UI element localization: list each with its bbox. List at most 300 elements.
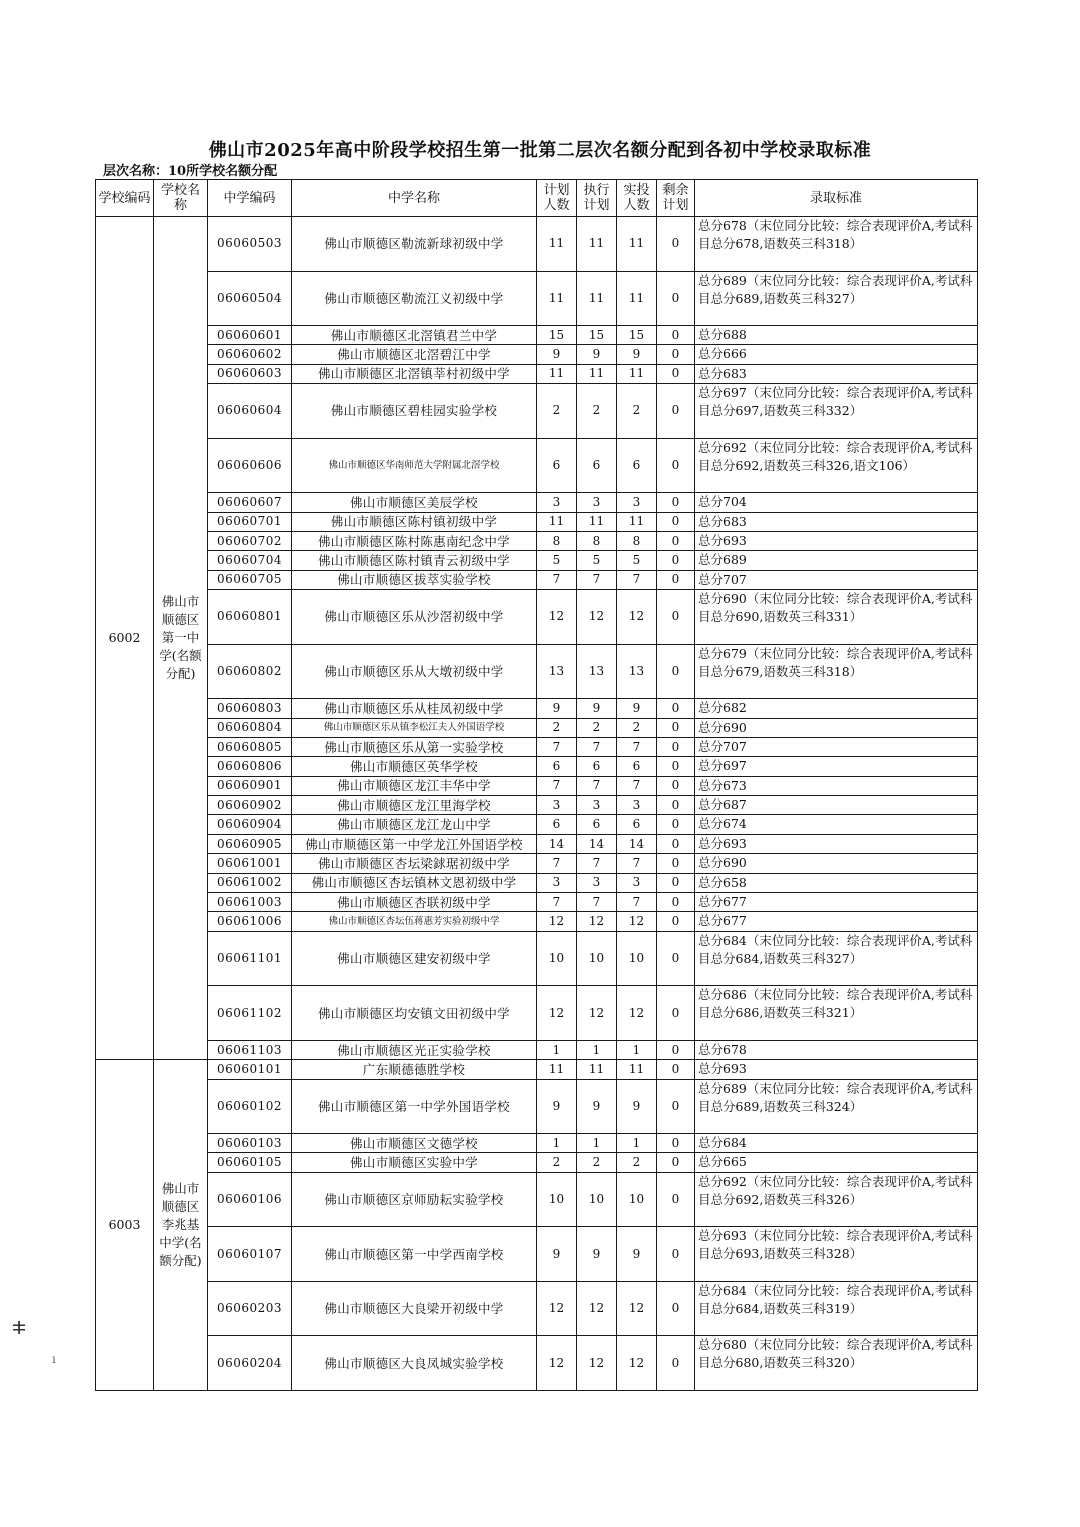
ms-code-cell: 06060704 bbox=[208, 551, 292, 570]
exec-cell: 11 bbox=[577, 364, 617, 383]
table-row bbox=[96, 1227, 978, 1282]
ms-name-cell: 佛山市顺德区第一中学西南学校 bbox=[292, 1227, 537, 1282]
plan-cell: 2 bbox=[537, 1153, 577, 1172]
table-row bbox=[96, 364, 978, 383]
standard-cell: 总分697（末位同分比较：综合表现评价A,考试科目总分697,语数英三科332） bbox=[695, 384, 978, 439]
table-row bbox=[96, 815, 978, 834]
ms-code-cell: 06061103 bbox=[208, 1040, 292, 1059]
standard-cell: 总分693 bbox=[695, 531, 978, 550]
remain-cell: 0 bbox=[657, 217, 695, 272]
ms-code-cell: 06060603 bbox=[208, 364, 292, 383]
exec-cell: 12 bbox=[577, 1281, 617, 1336]
admission-table bbox=[95, 179, 978, 1391]
ms-code-cell: 06060804 bbox=[208, 718, 292, 737]
standard-cell: 总分683 bbox=[695, 364, 978, 383]
ms-name-cell: 佛山市顺德区勒流新球初级中学 bbox=[292, 217, 537, 272]
standard-cell: 总分704 bbox=[695, 493, 978, 512]
exec-cell: 7 bbox=[577, 893, 617, 912]
actual-cell: 11 bbox=[617, 512, 657, 531]
remain-cell: 0 bbox=[657, 893, 695, 912]
ms-code-cell: 06060905 bbox=[208, 834, 292, 853]
plan-cell: 10 bbox=[537, 1172, 577, 1227]
ms-code-cell: 06060803 bbox=[208, 699, 292, 718]
table-row bbox=[96, 1079, 978, 1134]
exec-cell: 10 bbox=[577, 931, 617, 986]
ms-code-cell: 06060701 bbox=[208, 512, 292, 531]
actual-cell: 3 bbox=[617, 873, 657, 892]
actual-cell: 2 bbox=[617, 1153, 657, 1172]
ms-code-cell: 06060604 bbox=[208, 384, 292, 439]
table-row bbox=[96, 699, 978, 718]
ms-name-cell: 佛山市顺德区杏坛梁銶琚初级中学 bbox=[292, 854, 537, 873]
ms-name-cell: 佛山市顺德区均安镇文田初级中学 bbox=[292, 986, 537, 1041]
actual-cell: 5 bbox=[617, 551, 657, 570]
remain-cell: 0 bbox=[657, 757, 695, 776]
plan-cell: 12 bbox=[537, 986, 577, 1041]
actual-cell: 7 bbox=[617, 893, 657, 912]
table-row bbox=[96, 345, 978, 364]
ms-name-cell: 佛山市顺德区龙江龙山中学 bbox=[292, 815, 537, 834]
ms-code-cell: 06061001 bbox=[208, 854, 292, 873]
table-row bbox=[96, 718, 978, 737]
table-row bbox=[96, 570, 978, 589]
ms-code-cell: 06061006 bbox=[208, 912, 292, 931]
plan-cell: 9 bbox=[537, 1227, 577, 1282]
ms-code-cell: 06060503 bbox=[208, 217, 292, 272]
ms-name-cell: 佛山市顺德区大良凤城实验学校 bbox=[292, 1336, 537, 1391]
table-row bbox=[96, 438, 978, 493]
standard-cell: 总分690 bbox=[695, 854, 978, 873]
plan-cell: 12 bbox=[537, 1336, 577, 1391]
header-ms-code: 中学编码 bbox=[208, 180, 292, 217]
standard-cell: 总分679（末位同分比较：综合表现评价A,考试科目总分679,语数英三科318） bbox=[695, 644, 978, 699]
remain-cell: 0 bbox=[657, 345, 695, 364]
remain-cell: 0 bbox=[657, 718, 695, 737]
remain-cell: 0 bbox=[657, 1336, 695, 1391]
standard-cell: 总分688 bbox=[695, 326, 978, 345]
exec-cell: 15 bbox=[577, 326, 617, 345]
remain-cell: 0 bbox=[657, 737, 695, 756]
actual-cell: 11 bbox=[617, 1060, 657, 1079]
actual-cell: 2 bbox=[617, 384, 657, 439]
actual-cell: 7 bbox=[617, 776, 657, 795]
table-row bbox=[96, 271, 978, 326]
actual-cell: 10 bbox=[617, 931, 657, 986]
remain-cell: 0 bbox=[657, 873, 695, 892]
actual-cell: 1 bbox=[617, 1134, 657, 1153]
plan-cell: 7 bbox=[537, 854, 577, 873]
ms-name-cell: 佛山市顺德区北滘镇莘村初级中学 bbox=[292, 364, 537, 383]
ms-code-cell: 06060801 bbox=[208, 590, 292, 645]
ms-name-cell: 佛山市顺德区北滘镇君兰中学 bbox=[292, 326, 537, 345]
ms-code-cell: 06060705 bbox=[208, 570, 292, 589]
ms-name-cell: 佛山市顺德区第一中学外国语学校 bbox=[292, 1079, 537, 1134]
standard-cell: 总分689 bbox=[695, 551, 978, 570]
ms-code-cell: 06060702 bbox=[208, 531, 292, 550]
remain-cell: 0 bbox=[657, 1079, 695, 1134]
actual-cell: 12 bbox=[617, 1281, 657, 1336]
actual-cell: 8 bbox=[617, 531, 657, 550]
standard-cell: 总分692（末位同分比较：综合表现评价A,考试科目总分692,语数英三科326,语文106） bbox=[695, 438, 978, 493]
ms-code-cell: 06060103 bbox=[208, 1134, 292, 1153]
table-row bbox=[96, 757, 978, 776]
ms-code-cell: 06060504 bbox=[208, 271, 292, 326]
actual-cell: 14 bbox=[617, 834, 657, 853]
plan-cell: 7 bbox=[537, 893, 577, 912]
ms-name-cell: 佛山市顺德区京师励耘实验学校 bbox=[292, 1172, 537, 1227]
plan-cell: 2 bbox=[537, 718, 577, 737]
exec-cell: 12 bbox=[577, 1336, 617, 1391]
remain-cell: 0 bbox=[657, 531, 695, 550]
ms-name-cell: 佛山市顺德区大良梁开初级中学 bbox=[292, 1281, 537, 1336]
table-row bbox=[96, 644, 978, 699]
standard-cell: 总分689（末位同分比较：综合表现评价A,考试科目总分689,语数英三科327） bbox=[695, 271, 978, 326]
table-header-row bbox=[96, 180, 978, 217]
standard-cell: 总分682 bbox=[695, 699, 978, 718]
exec-cell: 9 bbox=[577, 699, 617, 718]
plan-cell: 12 bbox=[537, 912, 577, 931]
actual-cell: 12 bbox=[617, 1336, 657, 1391]
exec-cell: 12 bbox=[577, 986, 617, 1041]
actual-cell: 3 bbox=[617, 493, 657, 512]
actual-cell: 7 bbox=[617, 570, 657, 589]
plan-cell: 3 bbox=[537, 873, 577, 892]
school-name-cell: 佛山市顺德区李兆基中学(名额分配) bbox=[154, 1060, 208, 1391]
exec-cell: 7 bbox=[577, 854, 617, 873]
standard-cell: 总分680（末位同分比较：综合表现评价A,考试科目总分680,语数英三科320） bbox=[695, 1336, 978, 1391]
plan-cell: 11 bbox=[537, 271, 577, 326]
table-row bbox=[96, 1281, 978, 1336]
table-row bbox=[96, 912, 978, 931]
plan-cell: 9 bbox=[537, 345, 577, 364]
exec-cell: 2 bbox=[577, 1153, 617, 1172]
table-row bbox=[96, 776, 978, 795]
remain-cell: 0 bbox=[657, 1060, 695, 1079]
plan-cell: 2 bbox=[537, 384, 577, 439]
standard-cell: 总分674 bbox=[695, 815, 978, 834]
standard-cell: 总分658 bbox=[695, 873, 978, 892]
table-row bbox=[96, 737, 978, 756]
actual-cell: 11 bbox=[617, 271, 657, 326]
remain-cell: 0 bbox=[657, 834, 695, 853]
table-row bbox=[96, 1336, 978, 1391]
actual-cell: 6 bbox=[617, 438, 657, 493]
table-row bbox=[96, 986, 978, 1041]
actual-cell: 9 bbox=[617, 1079, 657, 1134]
table-row bbox=[96, 873, 978, 892]
standard-cell: 总分707 bbox=[695, 737, 978, 756]
header-standard: 录取标准 bbox=[695, 180, 978, 217]
table-row bbox=[96, 796, 978, 815]
plan-cell: 10 bbox=[537, 931, 577, 986]
plan-cell: 5 bbox=[537, 551, 577, 570]
exec-cell: 11 bbox=[577, 217, 617, 272]
ms-code-cell: 06060102 bbox=[208, 1079, 292, 1134]
remain-cell: 0 bbox=[657, 1153, 695, 1172]
plan-cell: 12 bbox=[537, 590, 577, 645]
standard-cell: 总分677 bbox=[695, 893, 978, 912]
exec-cell: 12 bbox=[577, 912, 617, 931]
remain-cell: 0 bbox=[657, 1134, 695, 1153]
plan-cell: 6 bbox=[537, 438, 577, 493]
standard-cell: 总分686（末位同分比较：综合表现评价A,考试科目总分686,语数英三科321） bbox=[695, 986, 978, 1041]
ms-name-cell: 佛山市顺德区拔萃实验学校 bbox=[292, 570, 537, 589]
plan-cell: 1 bbox=[537, 1134, 577, 1153]
exec-cell: 11 bbox=[577, 271, 617, 326]
remain-cell: 0 bbox=[657, 931, 695, 986]
table-row bbox=[96, 493, 978, 512]
exec-cell: 13 bbox=[577, 644, 617, 699]
exec-cell: 9 bbox=[577, 1079, 617, 1134]
ms-code-cell: 06060602 bbox=[208, 345, 292, 364]
actual-cell: 7 bbox=[617, 737, 657, 756]
remain-cell: 0 bbox=[657, 776, 695, 795]
ms-name-cell: 佛山市顺德区龙江丰华中学 bbox=[292, 776, 537, 795]
remain-cell: 0 bbox=[657, 590, 695, 645]
ms-name-cell: 佛山市顺德区光正实验学校 bbox=[292, 1040, 537, 1059]
actual-cell: 10 bbox=[617, 1172, 657, 1227]
ms-code-cell: 06060107 bbox=[208, 1227, 292, 1282]
standard-cell: 总分678 bbox=[695, 1040, 978, 1059]
header-plan: 计划人数 bbox=[537, 180, 577, 217]
actual-cell: 9 bbox=[617, 699, 657, 718]
ms-code-cell: 06060607 bbox=[208, 493, 292, 512]
standard-cell: 总分693 bbox=[695, 1060, 978, 1079]
plan-cell: 9 bbox=[537, 699, 577, 718]
exec-cell: 6 bbox=[577, 438, 617, 493]
table-row bbox=[96, 1172, 978, 1227]
remain-cell: 0 bbox=[657, 912, 695, 931]
plan-cell: 3 bbox=[537, 796, 577, 815]
standard-cell: 总分684（末位同分比较：综合表现评价A,考试科目总分684,语数英三科327） bbox=[695, 931, 978, 986]
ms-name-cell: 佛山市顺德区北滘碧江中学 bbox=[292, 345, 537, 364]
table-row bbox=[96, 893, 978, 912]
standard-cell: 总分693 bbox=[695, 834, 978, 853]
header-school-code: 学校编码 bbox=[96, 180, 154, 217]
plan-cell: 14 bbox=[537, 834, 577, 853]
table-row bbox=[96, 326, 978, 345]
standard-cell: 总分665 bbox=[695, 1153, 978, 1172]
plan-cell: 15 bbox=[537, 326, 577, 345]
ms-name-cell: 佛山市顺德区乐从沙滘初级中学 bbox=[292, 590, 537, 645]
actual-cell: 3 bbox=[617, 796, 657, 815]
exec-cell: 3 bbox=[577, 493, 617, 512]
standard-cell: 总分692（末位同分比较：综合表现评价A,考试科目总分692,语数英三科326） bbox=[695, 1172, 978, 1227]
remain-cell: 0 bbox=[657, 1172, 695, 1227]
table-row bbox=[96, 1040, 978, 1059]
table-row bbox=[96, 834, 978, 853]
remain-cell: 0 bbox=[657, 699, 695, 718]
exec-cell: 5 bbox=[577, 551, 617, 570]
table-row bbox=[96, 531, 978, 550]
standard-cell: 总分683 bbox=[695, 512, 978, 531]
ms-name-cell: 佛山市顺德区英华学校 bbox=[292, 757, 537, 776]
plan-cell: 8 bbox=[537, 531, 577, 550]
table-row bbox=[96, 931, 978, 986]
margin-mark: ⵐ bbox=[12, 1318, 27, 1339]
table-body bbox=[96, 217, 978, 1391]
standard-cell: 总分690 bbox=[695, 718, 978, 737]
ms-code-cell: 06060606 bbox=[208, 438, 292, 493]
ms-name-cell: 佛山市顺德区杏坛镇林文恩初级中学 bbox=[292, 873, 537, 892]
remain-cell: 0 bbox=[657, 551, 695, 570]
exec-cell: 12 bbox=[577, 590, 617, 645]
header-school-name: 学校名称 bbox=[154, 180, 208, 217]
table-row bbox=[96, 590, 978, 645]
ms-code-cell: 06060601 bbox=[208, 326, 292, 345]
exec-cell: 14 bbox=[577, 834, 617, 853]
ms-name-cell: 佛山市顺德区乐从镇李松江夫人外国语学校 bbox=[292, 718, 537, 737]
table-row bbox=[96, 551, 978, 570]
standard-cell: 总分690（末位同分比较：综合表现评价A,考试科目总分690,语数英三科331） bbox=[695, 590, 978, 645]
remain-cell: 0 bbox=[657, 986, 695, 1041]
exec-cell: 2 bbox=[577, 718, 617, 737]
exec-cell: 1 bbox=[577, 1040, 617, 1059]
ms-name-cell: 佛山市顺德区杏坛伍蒋惠芳实验初级中学 bbox=[292, 912, 537, 931]
standard-cell: 总分687 bbox=[695, 796, 978, 815]
header-remain: 剩余计划 bbox=[657, 180, 695, 217]
plan-cell: 7 bbox=[537, 776, 577, 795]
actual-cell: 11 bbox=[617, 364, 657, 383]
remain-cell: 0 bbox=[657, 512, 695, 531]
remain-cell: 0 bbox=[657, 815, 695, 834]
header-actual: 实投人数 bbox=[617, 180, 657, 217]
remain-cell: 0 bbox=[657, 438, 695, 493]
plan-cell: 11 bbox=[537, 1060, 577, 1079]
ms-name-cell: 佛山市顺德区实验中学 bbox=[292, 1153, 537, 1172]
ms-code-cell: 06060204 bbox=[208, 1336, 292, 1391]
ms-name-cell: 佛山市顺德区美辰学校 bbox=[292, 493, 537, 512]
standard-cell: 总分684 bbox=[695, 1134, 978, 1153]
ms-name-cell: 佛山市顺德区陈村镇初级中学 bbox=[292, 512, 537, 531]
actual-cell: 1 bbox=[617, 1040, 657, 1059]
ms-name-cell: 佛山市顺德区陈村镇青云初级中学 bbox=[292, 551, 537, 570]
remain-cell: 0 bbox=[657, 364, 695, 383]
actual-cell: 9 bbox=[617, 1227, 657, 1282]
plan-cell: 6 bbox=[537, 757, 577, 776]
ms-code-cell: 06060806 bbox=[208, 757, 292, 776]
standard-cell: 总分689（末位同分比较：综合表现评价A,考试科目总分689,语数英三科324） bbox=[695, 1079, 978, 1134]
remain-cell: 0 bbox=[657, 1281, 695, 1336]
level-name: 层次名称：10所学校名额分配 bbox=[103, 164, 278, 179]
header-exec: 执行计划 bbox=[577, 180, 617, 217]
standard-cell: 总分666 bbox=[695, 345, 978, 364]
remain-cell: 0 bbox=[657, 796, 695, 815]
exec-cell: 11 bbox=[577, 512, 617, 531]
standard-cell: 总分697 bbox=[695, 757, 978, 776]
actual-cell: 6 bbox=[617, 757, 657, 776]
ms-name-cell: 佛山市顺德区碧桂园实验学校 bbox=[292, 384, 537, 439]
ms-code-cell: 06060106 bbox=[208, 1172, 292, 1227]
ms-code-cell: 06061101 bbox=[208, 931, 292, 986]
actual-cell: 15 bbox=[617, 326, 657, 345]
ms-code-cell: 06060904 bbox=[208, 815, 292, 834]
actual-cell: 7 bbox=[617, 854, 657, 873]
table-row bbox=[96, 384, 978, 439]
ms-code-cell: 06060105 bbox=[208, 1153, 292, 1172]
ms-name-cell: 佛山市顺德区建安初级中学 bbox=[292, 931, 537, 986]
remain-cell: 0 bbox=[657, 493, 695, 512]
exec-cell: 8 bbox=[577, 531, 617, 550]
exec-cell: 9 bbox=[577, 1227, 617, 1282]
standard-cell: 总分693（末位同分比较：综合表现评价A,考试科目总分693,语数英三科328） bbox=[695, 1227, 978, 1282]
ms-name-cell: 佛山市顺德区龙江里海学校 bbox=[292, 796, 537, 815]
table-row bbox=[96, 1134, 978, 1153]
remain-cell: 0 bbox=[657, 570, 695, 589]
standard-cell: 总分677 bbox=[695, 912, 978, 931]
margin-tick: ı bbox=[52, 1352, 56, 1366]
exec-cell: 3 bbox=[577, 796, 617, 815]
actual-cell: 12 bbox=[617, 986, 657, 1041]
exec-cell: 10 bbox=[577, 1172, 617, 1227]
exec-cell: 7 bbox=[577, 570, 617, 589]
ms-code-cell: 06061003 bbox=[208, 893, 292, 912]
ms-code-cell: 06060805 bbox=[208, 737, 292, 756]
exec-cell: 3 bbox=[577, 873, 617, 892]
ms-code-cell: 06061002 bbox=[208, 873, 292, 892]
actual-cell: 12 bbox=[617, 590, 657, 645]
header-ms-name: 中学名称 bbox=[292, 180, 537, 217]
actual-cell: 9 bbox=[617, 345, 657, 364]
ms-name-cell: 佛山市顺德区第一中学龙江外国语学校 bbox=[292, 834, 537, 853]
exec-cell: 7 bbox=[577, 737, 617, 756]
exec-cell: 6 bbox=[577, 757, 617, 776]
remain-cell: 0 bbox=[657, 326, 695, 345]
plan-cell: 11 bbox=[537, 217, 577, 272]
ms-name-cell: 佛山市顺德区文德学校 bbox=[292, 1134, 537, 1153]
standard-cell: 总分678（末位同分比较：综合表现评价A,考试科目总分678,语数英三科318） bbox=[695, 217, 978, 272]
ms-name-cell: 佛山市顺德区华南师范大学附属北滘学校 bbox=[292, 438, 537, 493]
ms-name-cell: 佛山市顺德区陈村陈惠南纪念中学 bbox=[292, 531, 537, 550]
plan-cell: 11 bbox=[537, 364, 577, 383]
ms-name-cell: 佛山市顺德区乐从大墩初级中学 bbox=[292, 644, 537, 699]
actual-cell: 11 bbox=[617, 217, 657, 272]
plan-cell: 7 bbox=[537, 737, 577, 756]
remain-cell: 0 bbox=[657, 854, 695, 873]
ms-code-cell: 06061102 bbox=[208, 986, 292, 1041]
plan-cell: 7 bbox=[537, 570, 577, 589]
plan-cell: 13 bbox=[537, 644, 577, 699]
remain-cell: 0 bbox=[657, 1040, 695, 1059]
plan-cell: 9 bbox=[537, 1079, 577, 1134]
exec-cell: 1 bbox=[577, 1134, 617, 1153]
table-row bbox=[96, 1153, 978, 1172]
table-row bbox=[96, 512, 978, 531]
standard-cell: 总分673 bbox=[695, 776, 978, 795]
standard-cell: 总分684（末位同分比较：综合表现评价A,考试科目总分684,语数英三科319） bbox=[695, 1281, 978, 1336]
plan-cell: 11 bbox=[537, 512, 577, 531]
ms-code-cell: 06060802 bbox=[208, 644, 292, 699]
plan-cell: 1 bbox=[537, 1040, 577, 1059]
plan-cell: 6 bbox=[537, 815, 577, 834]
page-title: 佛山市2025年高中阶段学校招生第一批第二层次名额分配到各初中学校录取标准 bbox=[208, 140, 872, 161]
remain-cell: 0 bbox=[657, 644, 695, 699]
ms-name-cell: 佛山市顺德区杏联初级中学 bbox=[292, 893, 537, 912]
actual-cell: 2 bbox=[617, 718, 657, 737]
plan-cell: 3 bbox=[537, 493, 577, 512]
actual-cell: 13 bbox=[617, 644, 657, 699]
exec-cell: 6 bbox=[577, 815, 617, 834]
exec-cell: 2 bbox=[577, 384, 617, 439]
school-name-cell: 佛山市顺德区第一中学(名额分配) bbox=[154, 217, 208, 1060]
ms-code-cell: 06060901 bbox=[208, 776, 292, 795]
exec-cell: 7 bbox=[577, 776, 617, 795]
ms-name-cell: 佛山市顺德区乐从桂凤初级中学 bbox=[292, 699, 537, 718]
table-row bbox=[96, 1060, 978, 1079]
plan-cell: 12 bbox=[537, 1281, 577, 1336]
ms-code-cell: 06060203 bbox=[208, 1281, 292, 1336]
remain-cell: 0 bbox=[657, 271, 695, 326]
